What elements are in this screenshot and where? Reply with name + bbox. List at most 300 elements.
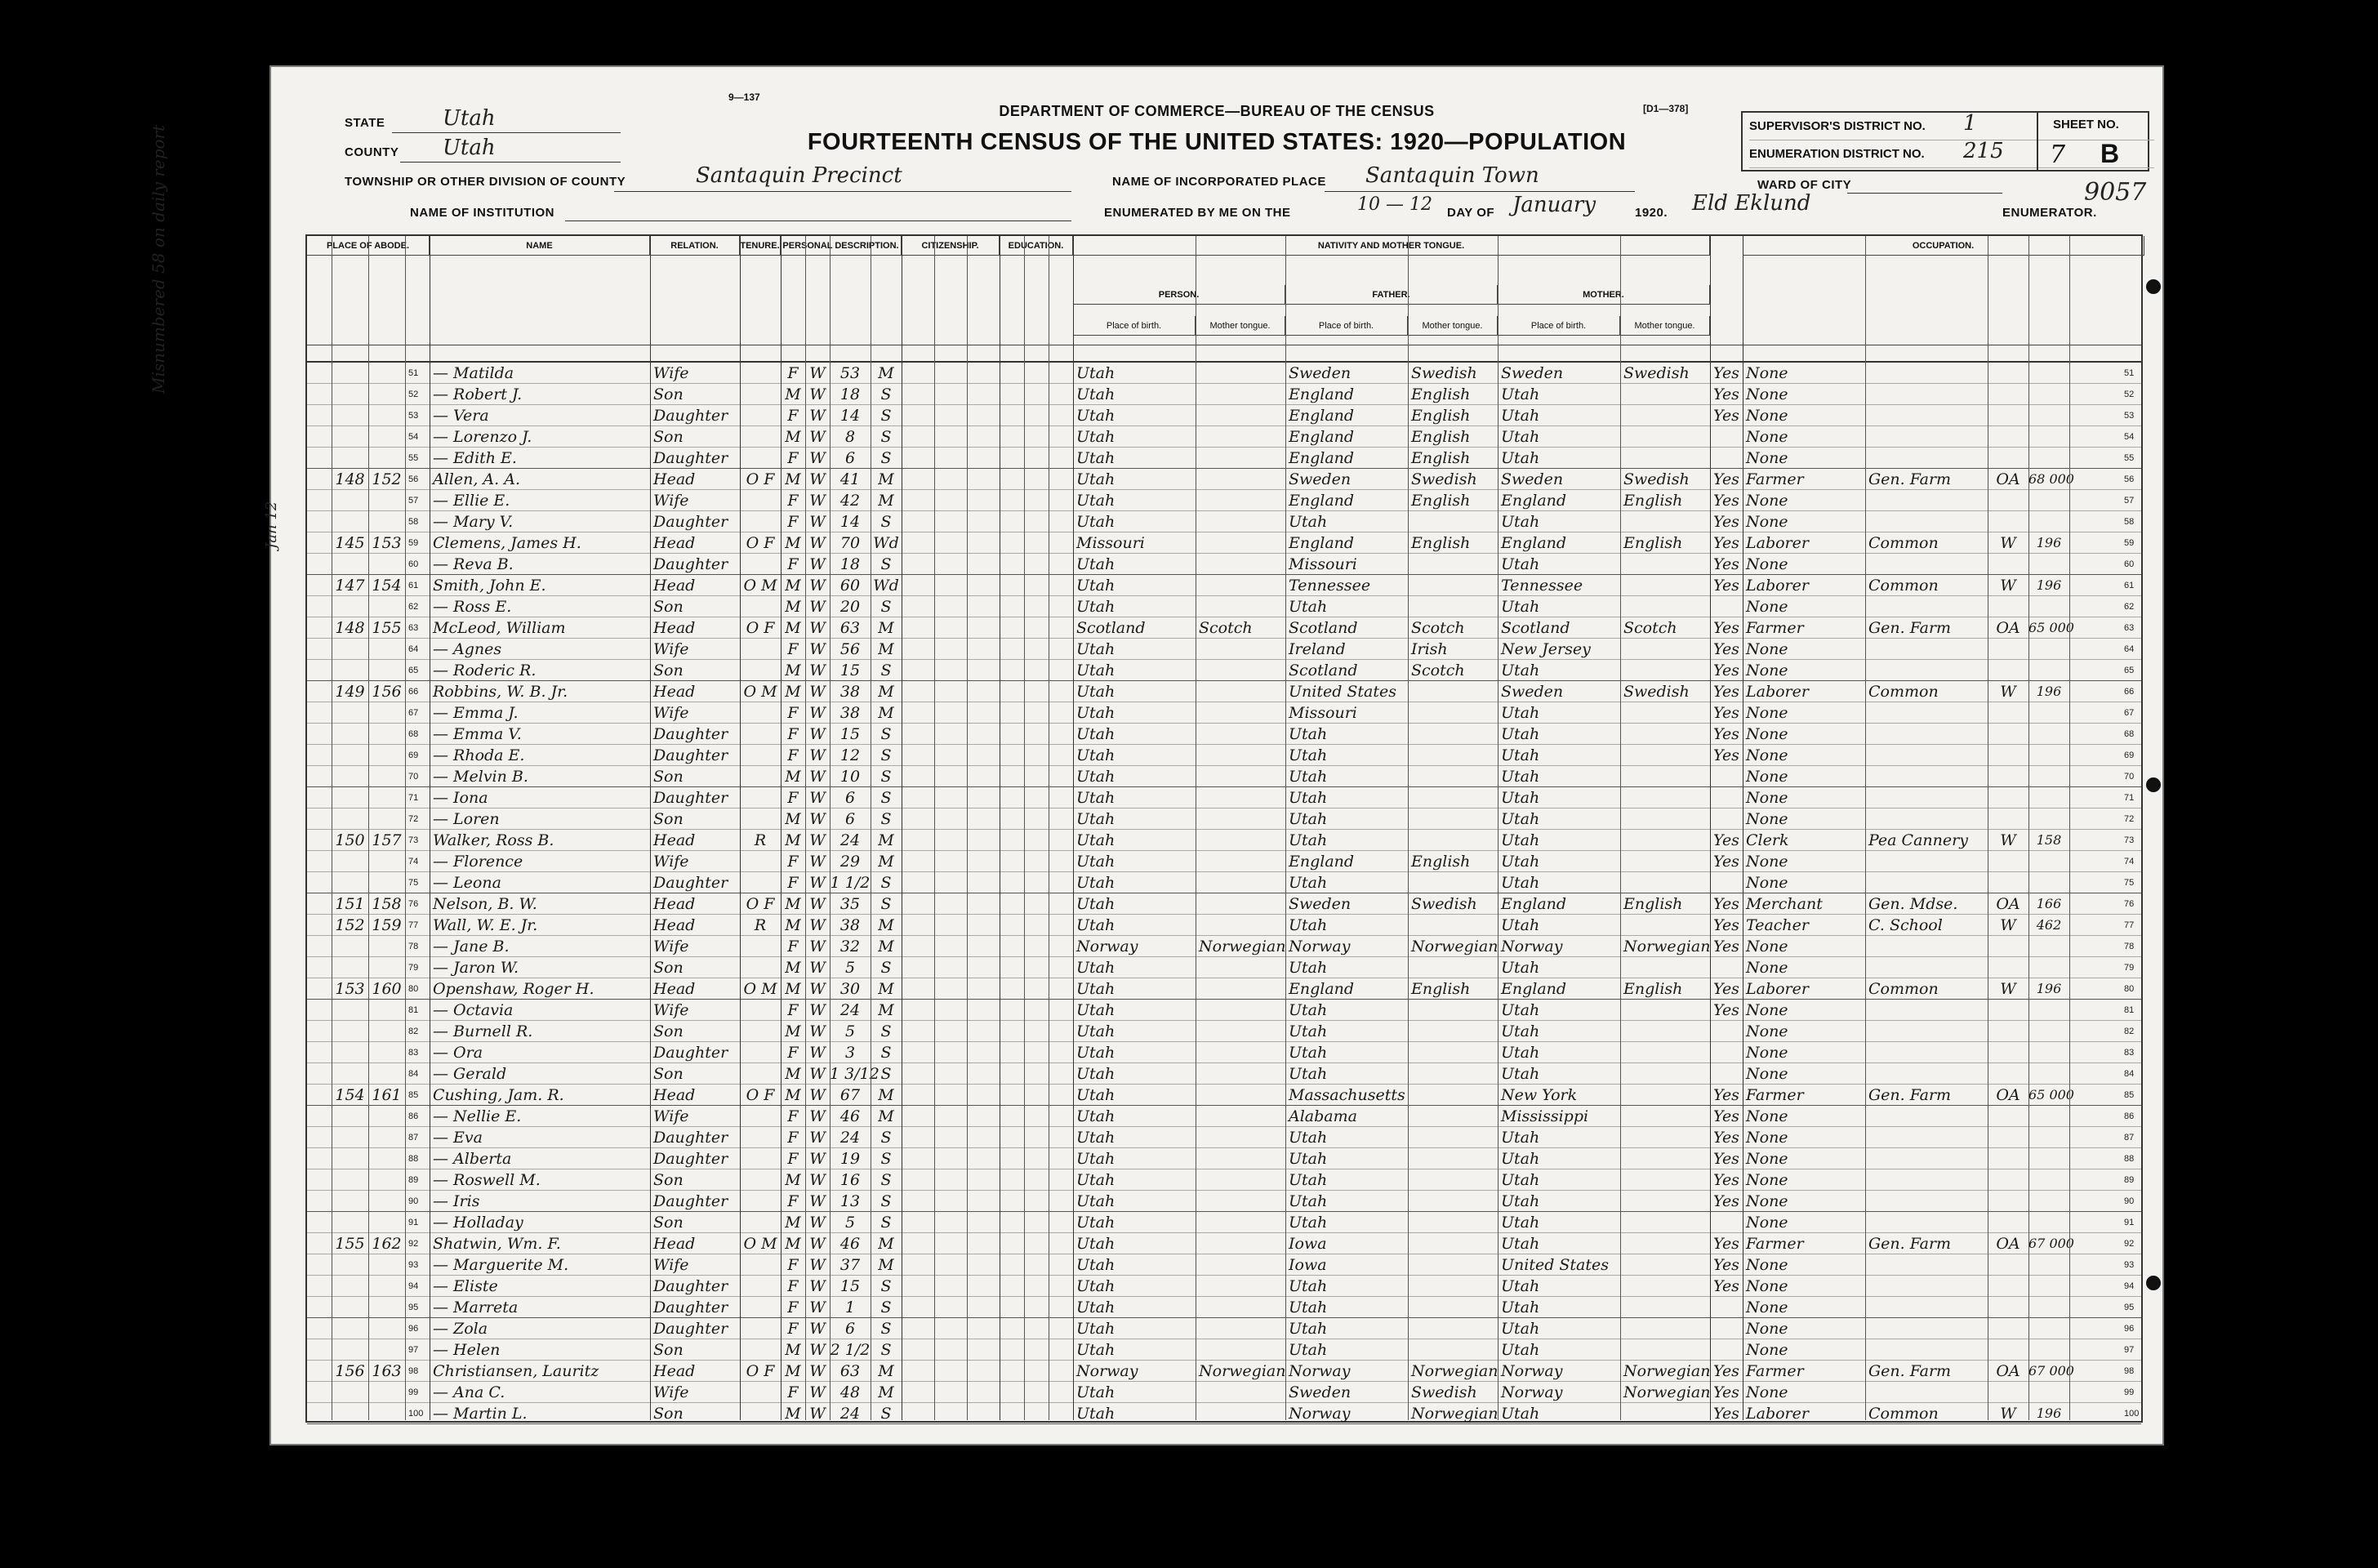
mother-birthplace: Utah xyxy=(1501,1150,1540,1168)
table-row xyxy=(307,681,2141,702)
worker-class xyxy=(1988,745,2028,766)
occupation: Farmer xyxy=(1746,470,1804,488)
race: W xyxy=(809,916,826,934)
age: 6 xyxy=(844,789,856,807)
age: 6 xyxy=(844,1320,856,1338)
occupation: None xyxy=(1746,1256,1788,1274)
mother-mother-tongue: Swedish xyxy=(1623,470,1690,488)
speaks-english: Yes xyxy=(1713,1107,1739,1125)
birthplace: Utah xyxy=(1076,640,1116,658)
marital-status: Wd xyxy=(873,534,899,552)
table-row xyxy=(307,532,2141,554)
mother-mother-tongue xyxy=(1620,639,1710,660)
family-number xyxy=(368,1339,405,1361)
family-number xyxy=(368,490,405,511)
birthplace: Utah xyxy=(1076,1277,1116,1295)
age: 56 xyxy=(839,640,861,658)
race: W xyxy=(809,1192,826,1210)
speaks-english: Yes xyxy=(1713,1405,1739,1423)
line-number: 91 xyxy=(408,1218,419,1227)
table-row xyxy=(307,660,2141,681)
dwelling-number xyxy=(332,511,368,532)
dwelling-number xyxy=(332,1297,368,1318)
industry xyxy=(1865,554,1988,575)
sex: M xyxy=(785,683,801,701)
person-name: — Loren xyxy=(433,810,500,828)
line-number-right: 75 xyxy=(2124,878,2135,888)
mother-tongue-subheader: Mother tongue. xyxy=(1620,316,1710,336)
nativity-subheader: FATHER. xyxy=(1285,285,1498,305)
relation: Wife xyxy=(653,1256,689,1274)
township-label: TOWNSHIP OR OTHER DIVISION OF COUNTY xyxy=(345,175,626,189)
sex: M xyxy=(785,768,801,786)
occupation-code: 68 000 xyxy=(2028,471,2074,487)
dwelling-number: 148 xyxy=(335,619,365,637)
mother-tongue xyxy=(1196,532,1285,554)
worker-class xyxy=(1988,1318,2028,1339)
family-number xyxy=(368,1169,405,1191)
mother-birthplace: Utah xyxy=(1501,598,1540,616)
tenure xyxy=(740,1403,781,1424)
father-birthplace: England xyxy=(1289,534,1355,552)
family-number xyxy=(368,511,405,532)
mother-mother-tongue xyxy=(1620,448,1710,469)
occupation-code xyxy=(2028,808,2069,830)
sex: M xyxy=(785,1235,801,1253)
mother-mother-tongue: English xyxy=(1623,534,1683,552)
table-row xyxy=(307,1127,2141,1148)
birthplace: Utah xyxy=(1076,428,1116,446)
mother-birthplace: Utah xyxy=(1501,662,1540,679)
dwelling-number: 147 xyxy=(335,577,365,595)
mother-birthplace: United States xyxy=(1501,1256,1610,1274)
person-name: — Eliste xyxy=(433,1277,498,1295)
table-row xyxy=(307,617,2141,639)
speaks-english xyxy=(1710,1042,1743,1063)
occupation-code xyxy=(2028,1042,2069,1063)
occupation-code xyxy=(2028,1339,2069,1361)
mother-birthplace: Utah xyxy=(1501,768,1540,786)
marital-status: S xyxy=(880,1405,892,1423)
birthplace: Utah xyxy=(1076,1256,1116,1274)
family-number xyxy=(368,1191,405,1212)
line-number: 54 xyxy=(408,432,419,442)
line-number: 69 xyxy=(408,751,419,760)
line-number-right: 62 xyxy=(2124,602,2135,612)
speaks-english: Yes xyxy=(1713,746,1739,764)
mother-mother-tongue xyxy=(1620,1127,1710,1148)
speaks-english: Yes xyxy=(1713,534,1739,552)
marital-status: S xyxy=(880,1341,892,1359)
mother-birthplace: New Jersey xyxy=(1501,640,1591,658)
mother-mother-tongue: Norwegian xyxy=(1623,1383,1711,1401)
family-number: 158 xyxy=(372,895,402,913)
speaks-english: Yes xyxy=(1713,1383,1739,1401)
enumerator-label: ENUMERATOR. xyxy=(2002,206,2097,220)
line-number-right: 55 xyxy=(2124,453,2135,463)
mother-tongue xyxy=(1196,1063,1285,1085)
mother-mother-tongue xyxy=(1620,1063,1710,1085)
sex: F xyxy=(787,874,799,892)
relation: Head xyxy=(653,683,696,701)
relation: Wife xyxy=(653,1383,689,1401)
industry xyxy=(1865,1148,1988,1169)
mother-mother-tongue xyxy=(1620,1000,1710,1021)
mother-mother-tongue xyxy=(1620,766,1710,787)
occupation: None xyxy=(1746,428,1788,446)
worker-class: W xyxy=(2000,683,2016,701)
mother-tongue xyxy=(1196,872,1285,893)
relation: Son xyxy=(653,1405,684,1423)
father-birthplace: Ireland xyxy=(1289,640,1346,658)
occupation-code xyxy=(2028,1191,2069,1212)
family-number: 161 xyxy=(372,1086,402,1104)
dwelling-number xyxy=(332,787,368,808)
family-number xyxy=(368,1042,405,1063)
birthplace: Utah xyxy=(1076,874,1116,892)
relation: Wife xyxy=(653,640,689,658)
marital-status: S xyxy=(880,1298,892,1316)
sex: M xyxy=(785,385,801,403)
line-number: 52 xyxy=(408,390,419,399)
age: 6 xyxy=(844,449,856,467)
worker-class xyxy=(1988,1254,2028,1276)
sex: F xyxy=(787,853,799,871)
line-number: 61 xyxy=(408,581,419,590)
person-name: — Matilda xyxy=(433,364,514,382)
worker-class xyxy=(1988,554,2028,575)
family-number xyxy=(368,872,405,893)
marital-status: S xyxy=(880,1277,892,1295)
line-number-right: 94 xyxy=(2124,1281,2135,1291)
family-number xyxy=(368,808,405,830)
line-number: 60 xyxy=(408,559,419,569)
dwelling-number xyxy=(332,872,368,893)
tenure xyxy=(740,1021,781,1042)
mother-tongue xyxy=(1196,575,1285,596)
table-row xyxy=(307,957,2141,978)
occupation-code: 67 000 xyxy=(2028,1236,2074,1251)
person-name: — Florence xyxy=(433,853,523,871)
person-name: Nelson, B. W. xyxy=(433,895,537,913)
father-birthplace: United States xyxy=(1289,683,1397,701)
table-row xyxy=(307,915,2141,936)
sex: F xyxy=(787,640,799,658)
relation: Son xyxy=(653,1214,684,1232)
tenure xyxy=(740,1000,781,1021)
relation: Head xyxy=(653,980,696,998)
occupation-code xyxy=(2028,660,2069,681)
mother-birthplace: Utah xyxy=(1501,513,1540,531)
column-group-header: NATIVITY AND MOTHER TONGUE. xyxy=(1073,236,1710,256)
dwelling-number: 155 xyxy=(335,1235,365,1253)
worker-class xyxy=(1988,808,2028,830)
father-birthplace: Utah xyxy=(1289,1298,1328,1316)
mother-tongue xyxy=(1196,490,1285,511)
table-row xyxy=(307,893,2141,915)
age: 13 xyxy=(839,1192,861,1210)
worker-class xyxy=(1988,405,2028,426)
mother-mother-tongue: Norwegian xyxy=(1623,1362,1711,1380)
speaks-english xyxy=(1710,1021,1743,1042)
mother-mother-tongue: English xyxy=(1623,895,1683,913)
industry xyxy=(1865,1042,1988,1063)
birthplace: Utah xyxy=(1076,1235,1116,1253)
mother-mother-tongue: Swedish xyxy=(1623,683,1690,701)
occupation: None xyxy=(1746,407,1788,425)
father-birthplace: Utah xyxy=(1289,831,1328,849)
line-number: 85 xyxy=(408,1090,419,1100)
mother-tongue xyxy=(1196,639,1285,660)
industry: Gen. Farm xyxy=(1868,1235,1952,1253)
relation: Daughter xyxy=(653,1298,728,1316)
sex: M xyxy=(785,1171,801,1189)
occupation-code xyxy=(2028,405,2069,426)
dwelling-number xyxy=(332,1276,368,1297)
birthplace: Utah xyxy=(1076,513,1116,531)
occupation: None xyxy=(1746,513,1788,531)
sex: M xyxy=(785,980,801,998)
line-number: 78 xyxy=(408,942,419,951)
occupation-code: 462 xyxy=(2036,917,2062,933)
person-name: — Holladay xyxy=(433,1214,523,1232)
father-tongue: Norwegian xyxy=(1411,938,1498,956)
dwelling-number xyxy=(332,1000,368,1021)
tenure xyxy=(740,1191,781,1212)
mother-tongue xyxy=(1196,596,1285,617)
table-row xyxy=(307,490,2141,511)
occupation-code: 158 xyxy=(2036,832,2062,848)
father-tongue: English xyxy=(1411,428,1471,446)
family-number: 163 xyxy=(372,1362,402,1380)
margin-note-vertical: Misnumbered 58 on daily report xyxy=(149,124,168,394)
tenure xyxy=(740,1042,781,1063)
birthplace: Utah xyxy=(1076,895,1116,913)
line-number: 72 xyxy=(408,814,419,824)
sex: F xyxy=(787,746,799,764)
birthplace: Utah xyxy=(1076,1044,1116,1062)
industry: Gen. Farm xyxy=(1868,1086,1952,1104)
sex: M xyxy=(785,470,801,488)
mother-tongue xyxy=(1196,1106,1285,1127)
marital-status: S xyxy=(880,1171,892,1189)
tenure xyxy=(740,596,781,617)
industry xyxy=(1865,596,1988,617)
family-number xyxy=(368,1021,405,1042)
tenure xyxy=(740,1063,781,1085)
age: 41 xyxy=(839,470,861,488)
age: 18 xyxy=(839,385,861,403)
table-row xyxy=(307,1085,2141,1106)
marital-status: S xyxy=(880,959,892,977)
line-number-right: 51 xyxy=(2124,368,2135,378)
dwelling-number xyxy=(332,745,368,766)
mother-birthplace: Sweden xyxy=(1501,470,1564,488)
race: W xyxy=(809,746,826,764)
sex: M xyxy=(785,577,801,595)
father-tongue xyxy=(1408,808,1498,830)
speaks-english xyxy=(1710,1297,1743,1318)
occupation-code xyxy=(2028,872,2069,893)
age: 42 xyxy=(839,492,861,510)
industry xyxy=(1865,1339,1988,1361)
mother-birthplace: Norway xyxy=(1501,1362,1563,1380)
person-name: — Octavia xyxy=(433,1001,514,1019)
birthplace: Norway xyxy=(1076,938,1138,956)
dwelling-number xyxy=(332,1106,368,1127)
marital-status: S xyxy=(880,725,892,743)
dwelling-number xyxy=(332,1127,368,1148)
birthplace: Utah xyxy=(1076,959,1116,977)
sex: F xyxy=(787,449,799,467)
race: W xyxy=(809,1341,826,1359)
mother-birthplace: Utah xyxy=(1501,1065,1540,1083)
line-number-right: 71 xyxy=(2124,793,2135,803)
industry xyxy=(1865,808,1988,830)
tenure xyxy=(740,1297,781,1318)
father-tongue xyxy=(1408,1254,1498,1276)
age: 5 xyxy=(844,1214,856,1232)
state-label: STATE xyxy=(345,116,385,130)
relation: Wife xyxy=(653,704,689,722)
mother-mother-tongue: Norwegian xyxy=(1623,938,1711,956)
father-birthplace: Utah xyxy=(1289,959,1328,977)
family-number xyxy=(368,851,405,872)
line-number: 53 xyxy=(408,411,419,421)
father-tongue: Swedish xyxy=(1411,470,1477,488)
mother-birthplace: Utah xyxy=(1501,746,1540,764)
father-birthplace: Utah xyxy=(1289,1192,1328,1210)
mother-birthplace: Utah xyxy=(1501,789,1540,807)
relation: Son xyxy=(653,1341,684,1359)
line-number: 83 xyxy=(408,1048,419,1058)
mother-birthplace: Norway xyxy=(1501,1383,1563,1401)
enumerator-name: Eld Eklund xyxy=(1692,191,1811,216)
mother-mother-tongue xyxy=(1620,724,1710,745)
industry xyxy=(1865,872,1988,893)
person-name: — Marreta xyxy=(433,1298,519,1316)
column-number-strip xyxy=(307,345,2141,363)
birthplace: Utah xyxy=(1076,1150,1116,1168)
mother-mother-tongue xyxy=(1620,1403,1710,1424)
tenure: O F xyxy=(746,1362,775,1380)
father-tongue xyxy=(1408,1169,1498,1191)
birthplace: Utah xyxy=(1076,662,1116,679)
speaks-english: Yes xyxy=(1713,980,1739,998)
industry xyxy=(1865,1169,1988,1191)
column-group-header: NAME xyxy=(430,236,650,256)
mother-birthplace: Sweden xyxy=(1501,683,1564,701)
mother-mother-tongue: Scotch xyxy=(1623,619,1677,637)
line-number: 88 xyxy=(408,1154,419,1164)
table-row xyxy=(307,1212,2141,1233)
occupation: Farmer xyxy=(1746,619,1804,637)
industry xyxy=(1865,1000,1988,1021)
line-number-right: 59 xyxy=(2124,538,2135,548)
father-birthplace: Utah xyxy=(1289,810,1328,828)
dwelling-number xyxy=(332,490,368,511)
marital-status: M xyxy=(878,1383,894,1401)
line-number-right: 80 xyxy=(2124,984,2135,994)
mother-birthplace: Utah xyxy=(1501,1129,1540,1147)
relation: Son xyxy=(653,385,684,403)
sex: M xyxy=(785,598,801,616)
occupation: None xyxy=(1746,1192,1788,1210)
birthplace: Utah xyxy=(1076,492,1116,510)
line-number-right: 70 xyxy=(2124,772,2135,782)
father-birthplace: Utah xyxy=(1289,1341,1328,1359)
race: W xyxy=(809,449,826,467)
father-birthplace: Utah xyxy=(1289,768,1328,786)
line-number-right: 73 xyxy=(2124,835,2135,845)
person-name: — Reva B. xyxy=(433,555,514,573)
speaks-english xyxy=(1710,1339,1743,1361)
family-number: 153 xyxy=(372,534,402,552)
father-birthplace: Norway xyxy=(1289,1405,1351,1423)
sex: M xyxy=(785,959,801,977)
sheet-number-label: SHEET NO. xyxy=(2053,118,2119,131)
table-row xyxy=(307,830,2141,851)
occupation: Farmer xyxy=(1746,1362,1804,1380)
table-row xyxy=(307,1361,2141,1382)
nativity-subheader: PERSON. xyxy=(1073,285,1285,305)
father-birthplace: Massachusetts xyxy=(1289,1086,1405,1104)
age: 18 xyxy=(839,555,861,573)
worker-class xyxy=(1988,490,2028,511)
family-number xyxy=(368,724,405,745)
race: W xyxy=(809,640,826,658)
speaks-english xyxy=(1710,872,1743,893)
family-number xyxy=(368,1106,405,1127)
mother-tongue xyxy=(1196,1085,1285,1106)
race: W xyxy=(809,364,826,382)
father-tongue: Norwegian xyxy=(1411,1405,1498,1423)
speaks-english: Yes xyxy=(1713,1192,1739,1210)
age: 2 1/2 xyxy=(830,1341,871,1359)
sex: F xyxy=(787,492,799,510)
age: 53 xyxy=(839,364,861,382)
person-name: — Ross E. xyxy=(433,598,512,616)
dwelling-number: 152 xyxy=(335,916,365,934)
sex: F xyxy=(787,725,799,743)
father-tongue xyxy=(1408,766,1498,787)
occupation: Merchant xyxy=(1746,895,1823,913)
line-number: 64 xyxy=(408,644,419,654)
line-number-right: 63 xyxy=(2124,623,2135,633)
mother-mother-tongue xyxy=(1620,554,1710,575)
speaks-english: Yes xyxy=(1713,513,1739,531)
line-number: 75 xyxy=(408,878,419,888)
family-number: 157 xyxy=(372,831,402,849)
speaks-english xyxy=(1710,448,1743,469)
father-tongue xyxy=(1408,1297,1498,1318)
father-birthplace: England xyxy=(1289,449,1355,467)
person-name: — Eva xyxy=(433,1129,483,1147)
mother-mother-tongue: English xyxy=(1623,492,1683,510)
birthplace: Utah xyxy=(1076,980,1116,998)
worker-class: OA xyxy=(1996,470,2020,488)
family-number: 156 xyxy=(372,683,402,701)
dwelling-number: 151 xyxy=(335,895,365,913)
relation: Daughter xyxy=(653,746,728,764)
person-name: — Mary V. xyxy=(433,513,514,531)
father-tongue xyxy=(1408,787,1498,808)
occupation-code xyxy=(2028,1021,2069,1042)
mother-tongue xyxy=(1196,1382,1285,1403)
tenure: O F xyxy=(746,470,775,488)
speaks-english xyxy=(1710,766,1743,787)
relation: Head xyxy=(653,831,696,849)
